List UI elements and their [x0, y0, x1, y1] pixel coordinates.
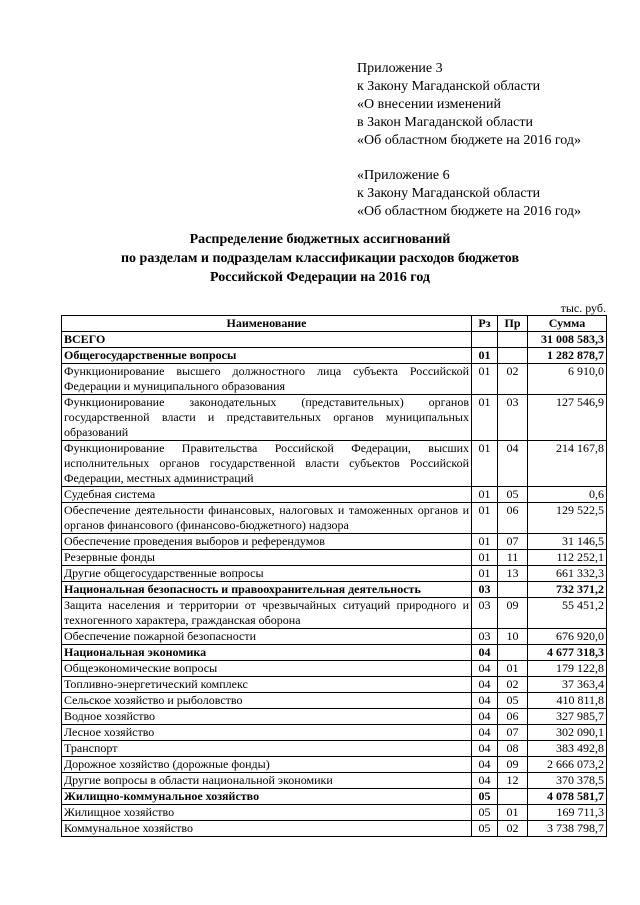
table-body — [62, 332, 607, 837]
units-label: тыс. руб. — [560, 301, 606, 315]
row-sum: 31 008 583,3 — [528, 332, 607, 348]
row-rz: 01 — [472, 503, 498, 534]
row-pr: 01 — [498, 805, 528, 821]
row-sum: 4 677 318,3 — [528, 645, 607, 661]
row-name: Жилищно-коммунальное хозяйство — [62, 789, 472, 805]
row-rz: 04 — [472, 709, 498, 725]
row-sum: 214 167,8 — [528, 441, 607, 487]
table-row — [62, 348, 607, 364]
row-name: Сельское хозяйство и рыболовство — [62, 693, 472, 709]
table-row — [62, 757, 607, 773]
row-rz: 01 — [472, 364, 498, 395]
row-pr: 09 — [498, 757, 528, 773]
row-pr — [498, 645, 528, 661]
column-header-rz: Рз — [472, 316, 498, 332]
row-name: Обеспечение проведения выборов и референдумов — [62, 534, 472, 550]
row-sum: 410 811,8 — [528, 693, 607, 709]
row-rz — [472, 332, 498, 348]
table-row — [62, 503, 607, 534]
table-row — [62, 534, 607, 550]
table-row — [62, 821, 607, 837]
table-row — [62, 805, 607, 821]
row-sum: 661 332,3 — [528, 566, 607, 582]
table-row — [62, 741, 607, 757]
row-rz: 04 — [472, 725, 498, 741]
table-row — [62, 629, 607, 645]
row-name: Водное хозяйство — [62, 709, 472, 725]
table-row — [62, 487, 607, 503]
table-row — [62, 789, 607, 805]
table-row — [62, 661, 607, 677]
table-row — [62, 395, 607, 441]
table-row — [62, 773, 607, 789]
row-pr: 09 — [498, 598, 528, 629]
row-sum: 37 363,4 — [528, 677, 607, 693]
row-pr — [498, 332, 528, 348]
table-row — [62, 441, 607, 487]
row-name: Функционирование законодательных (представительных) органов государственной власти и представительных органов муниципальных образований — [62, 395, 472, 441]
row-pr: 08 — [498, 741, 528, 757]
row-name: Жилищное хозяйство — [62, 805, 472, 821]
row-name: Судебная система — [62, 487, 472, 503]
row-pr: 02 — [498, 677, 528, 693]
header-line: «Об областном бюджете на 2016 год» — [357, 133, 581, 148]
row-name: Дорожное хозяйство (дорожные фонды) — [62, 757, 472, 773]
row-name: Транспорт — [62, 741, 472, 757]
row-name: Общегосударственные вопросы — [62, 348, 472, 364]
row-rz: 01 — [472, 487, 498, 503]
row-name: Резервные фонды — [62, 550, 472, 566]
title-line: Распределение бюджетных ассигнований — [189, 232, 451, 247]
row-sum: 31 146,5 — [528, 534, 607, 550]
table-row — [62, 693, 607, 709]
row-pr: 02 — [498, 821, 528, 837]
row-rz: 01 — [472, 566, 498, 582]
table-row — [62, 566, 607, 582]
row-pr: 12 — [498, 773, 528, 789]
row-sum: 112 252,1 — [528, 550, 607, 566]
row-pr: 06 — [498, 503, 528, 534]
row-pr: 10 — [498, 629, 528, 645]
row-name: Обеспечение пожарной безопасности — [62, 629, 472, 645]
row-pr: 06 — [498, 709, 528, 725]
header-line: «Об областном бюджете на 2016 год» — [357, 204, 581, 219]
title-line: Российской Федерации на 2016 год — [209, 270, 430, 285]
row-name: Коммунальное хозяйство — [62, 821, 472, 837]
row-name: Другие общегосударственные вопросы — [62, 566, 472, 582]
header-line: «Приложение 6 — [357, 168, 450, 183]
row-sum: 169 711,3 — [528, 805, 607, 821]
row-sum: 179 122,8 — [528, 661, 607, 677]
table-row — [62, 709, 607, 725]
column-header-pr: Пр — [498, 316, 528, 332]
row-rz: 04 — [472, 661, 498, 677]
header-spacer — [357, 150, 581, 167]
header-line: в Закон Магаданской области — [357, 115, 533, 130]
row-rz: 05 — [472, 789, 498, 805]
row-pr: 04 — [498, 441, 528, 487]
table-row — [62, 725, 607, 741]
row-rz: 05 — [472, 821, 498, 837]
row-pr: 02 — [498, 364, 528, 395]
row-pr: 11 — [498, 550, 528, 566]
row-pr: 03 — [498, 395, 528, 441]
table-row — [62, 332, 607, 348]
column-header-sum: Сумма — [528, 316, 607, 332]
row-sum: 327 985,7 — [528, 709, 607, 725]
row-sum: 55 451,2 — [528, 598, 607, 629]
row-name: Обеспечение деятельности финансовых, налоговых и таможенных органов и органов финансового (финансово-бюджетного) надзора — [62, 503, 472, 534]
table-row — [62, 550, 607, 566]
row-pr: 05 — [498, 487, 528, 503]
header-line: Приложение 3 — [357, 61, 443, 76]
table-row — [62, 582, 607, 598]
row-pr: 05 — [498, 693, 528, 709]
row-rz: 04 — [472, 677, 498, 693]
table-row — [62, 598, 607, 629]
row-sum: 302 090,1 — [528, 725, 607, 741]
row-sum: 2 666 073,2 — [528, 757, 607, 773]
row-rz: 04 — [472, 693, 498, 709]
appendix-header — [357, 60, 581, 221]
row-pr — [498, 789, 528, 805]
table-row — [62, 677, 607, 693]
row-rz: 01 — [472, 534, 498, 550]
row-name: Национальная экономика — [62, 645, 472, 661]
table-row — [62, 645, 607, 661]
row-rz: 04 — [472, 757, 498, 773]
row-sum: 127 546,9 — [528, 395, 607, 441]
row-sum: 383 492,8 — [528, 741, 607, 757]
row-sum: 0,6 — [528, 487, 607, 503]
row-rz: 04 — [472, 773, 498, 789]
row-rz: 03 — [472, 582, 498, 598]
title-line: по разделам и подразделам классификации расходов бюджетов — [120, 251, 520, 266]
row-rz: 01 — [472, 550, 498, 566]
row-name: Защита населения и территории от чрезвычайных ситуаций природного и техногенного характера, гражданская оборона — [62, 598, 472, 629]
header-line: «О внесении изменений — [357, 97, 501, 112]
row-name: Функционирование Правительства Российской Федерации, высших исполнительных органов государственной власти субъектов Российской Федерации, местных администраций — [62, 441, 472, 487]
row-name: Национальная безопасность и правоохранительная деятельность — [62, 582, 472, 598]
row-name: Лесное хозяйство — [62, 725, 472, 741]
row-rz: 01 — [472, 348, 498, 364]
header-line: к Закону Магаданской области — [357, 186, 541, 201]
row-sum: 4 078 581,7 — [528, 789, 607, 805]
budget-table — [61, 315, 607, 837]
table-row — [62, 364, 607, 395]
row-sum: 676 920,0 — [528, 629, 607, 645]
row-pr: 13 — [498, 566, 528, 582]
row-sum: 732 371,2 — [528, 582, 607, 598]
row-rz: 04 — [472, 741, 498, 757]
header-line: к Закону Магаданской области — [357, 79, 541, 94]
row-sum: 129 522,5 — [528, 503, 607, 534]
row-name: Другие вопросы в области национальной экономики — [62, 773, 472, 789]
document-title — [0, 230, 640, 287]
row-rz: 01 — [472, 441, 498, 487]
row-rz: 04 — [472, 645, 498, 661]
row-sum: 1 282 878,7 — [528, 348, 607, 364]
row-name: Топливно-энергетический комплекс — [62, 677, 472, 693]
row-name: Общеэкономические вопросы — [62, 661, 472, 677]
row-sum: 3 738 798,7 — [528, 821, 607, 837]
table-header-row — [62, 316, 607, 332]
row-rz: 03 — [472, 598, 498, 629]
row-name: Функционирование высшего должностного лица субъекта Российской Федерации и муниципального образования — [62, 364, 472, 395]
row-pr: 07 — [498, 534, 528, 550]
row-pr — [498, 582, 528, 598]
row-sum: 370 378,5 — [528, 773, 607, 789]
column-header-name: Наименование — [62, 316, 472, 332]
row-sum: 6 910,0 — [528, 364, 607, 395]
row-pr: 01 — [498, 661, 528, 677]
row-name: ВСЕГО — [62, 332, 472, 348]
row-rz: 03 — [472, 629, 498, 645]
row-pr — [498, 348, 528, 364]
row-rz: 05 — [472, 805, 498, 821]
row-pr: 07 — [498, 725, 528, 741]
row-rz: 01 — [472, 395, 498, 441]
